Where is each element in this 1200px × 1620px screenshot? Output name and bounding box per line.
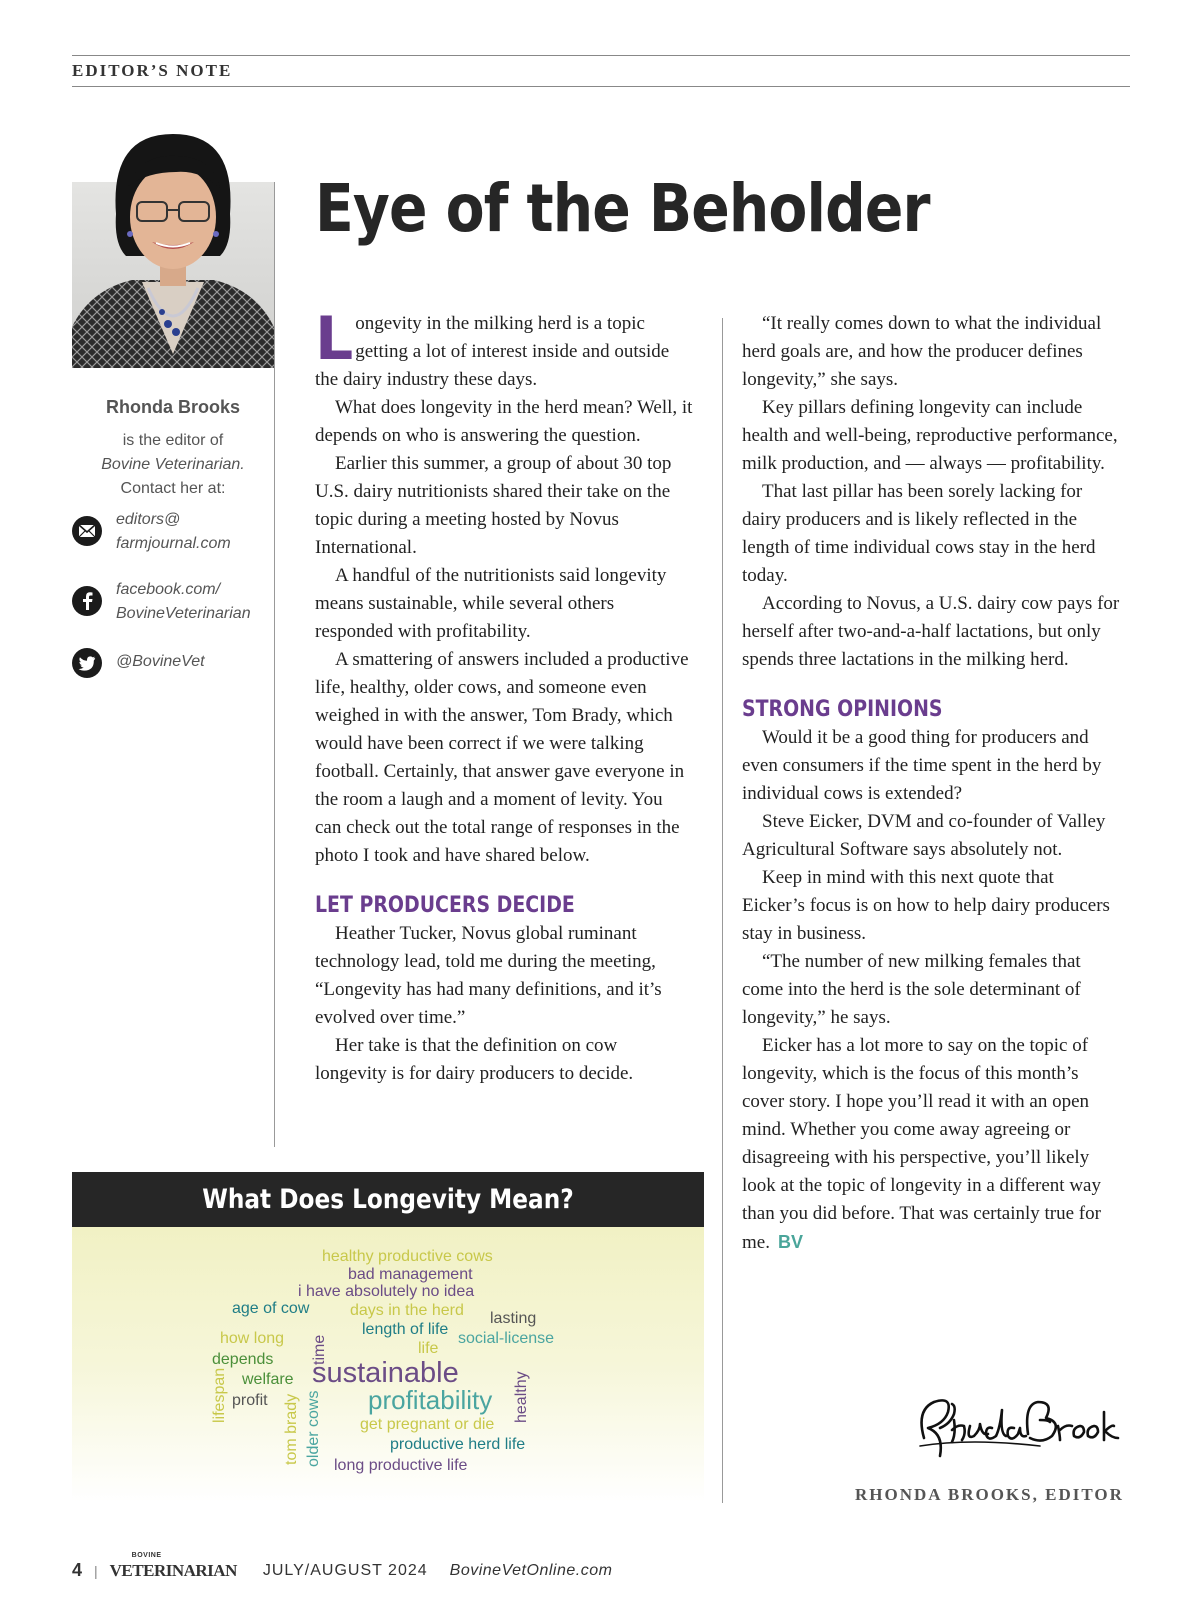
article-column-2 [742,310,1120,1257]
contact-prompt: Contact her at: [120,480,226,497]
cloud-word: long productive life [334,1457,468,1474]
cloud-word: age of cow [232,1300,310,1317]
twitter-handle: @BovineVet [116,653,205,670]
paragraph: Key pillars defining longevity can include health and well-being, reproductive performance, milk production, and — always — profitability. [742,397,1118,474]
publication-logo [109,1551,237,1581]
issue-date: JULY/AUGUST 2024 [262,1561,428,1579]
paragraph: Steve Eicker, DVM and co-founder of Valley Agricultural Software says absolutely not. [742,811,1106,860]
email-line-1: editors@ [116,511,181,528]
contact-facebook[interactable] [72,578,282,628]
publication-name: Bovine Veterinarian. [101,456,245,473]
paragraph: “It really comes down to what the individual herd goals are, and how the producer defines longevity,” she says. [742,313,1102,390]
cloud-word: tom brady [283,1393,300,1465]
contact-twitter[interactable] [72,648,282,688]
paragraph: Her take is that the definition on cow longevity is for dairy producers to decide. [315,1035,634,1084]
cloud-word: i have absolutely no idea [298,1283,475,1300]
page-footer [72,1551,613,1581]
article-title: Eye of the Beholder [315,170,930,247]
cloud-word: social-license [458,1330,555,1347]
twitter-bird-icon [72,648,102,678]
paragraph: Keep in mind with this next quote that Eicker’s focus is on how to help dairy producers stay in business. [742,867,1110,944]
header-rule-bottom [72,86,1130,87]
signature-caption: RHONDA BROOKS, EDITOR [855,1485,1124,1504]
section-label: EDITOR’S NOTE [72,61,233,80]
word-cloud-header [72,1172,704,1227]
word-cloud-figure [72,1172,704,1502]
facebook-line-1: facebook.com/ [116,581,221,598]
end-mark: BV [777,1232,803,1252]
author-description [72,429,274,501]
facebook-line-2: BovineVeterinarian [116,605,251,622]
paragraph: Heather Tucker, Novus global ruminant technology lead, told me during the meeting, “Longevity has had many definitions, and it’s evolved over time.” [315,923,662,1028]
cloud-word: how long [220,1330,285,1347]
envelope-icon [72,516,102,546]
cloud-word: days in the herd [350,1302,464,1319]
subhead-strong-opinions: STRONG OPINIONS [742,697,943,722]
website-link[interactable]: BovineVetOnline.com [449,1561,613,1579]
header-rule-top [72,55,1130,56]
cloud-word: older cows [305,1390,322,1467]
cloud-word: welfare [242,1371,294,1388]
article-column-1 [315,304,693,1088]
paragraph: A smattering of answers included a productive life, healthy, older cows, and someone even weighed in with the answer, Tom Brady, which would have been correct if we were talking football. Certainly, that answer gave everyone in the room a laugh and a moment of levity. You can check out the total range of responses in the photo I took and have shared below. [315,649,689,866]
cloud-word: healthy productive cows [322,1248,493,1265]
cloud-word: bad management [348,1266,473,1283]
cloud-word: lifespan [211,1367,228,1423]
paragraph: “The number of new milking females that come into the herd is the sole determinant of longevity,” he says. [742,951,1081,1028]
author-photo [72,122,274,368]
cloud-word: length of life [362,1321,449,1338]
author-role: is the editor of [122,432,224,449]
footer-separator: | [94,1562,98,1579]
paragraph: Eicker has a lot more to say on the topic of longevity, which is the focus of this month’s cover story. I hope you’ll read it with an open mind. Whether you come away agreeing or disagreeing with his perspective, you’ll likely look at the topic of longevity in a different way than you did before. That was certainly true for me. BV [742,1035,1101,1253]
cloud-word: healthy [513,1371,530,1423]
column-divider [722,318,723,1503]
cloud-word: productive herd life [390,1436,526,1453]
logo-text: VETERINARIAN [109,1560,237,1580]
editor-signature [910,1390,1120,1467]
paragraph: According to Novus, a U.S. dairy cow pays for herself after two-and-a-half lactations, but only spends three lactations in the milking herd. [742,593,1120,670]
paragraph: Longevity in the milking herd is a topic getting a lot of interest inside and outside the dairy industry these days. [315,304,670,390]
paragraph: Would it be a good thing for producers and even consumers if the time spent in the herd by individual cows is extended? [742,727,1102,804]
page-number: 4 [72,1560,83,1580]
cloud-word: lasting [490,1310,537,1327]
word-cloud [72,1227,704,1502]
cloud-word: sustainable [312,1357,459,1389]
cloud-word: life [418,1340,439,1357]
email-line-2: farmjournal.com [116,535,231,552]
logo-small-text: BOVINE [131,1551,162,1559]
contact-email[interactable] [72,508,282,558]
paragraph: What does longevity in the herd mean? Well, it depends on who is answering the question. [315,397,693,446]
word-cloud-title: What Does Longevity Mean? [202,1184,574,1215]
subhead-let-producers-decide: LET PRODUCERS DECIDE [315,893,575,918]
author-name: Rhonda Brooks [105,397,240,417]
paragraph: Earlier this summer, a group of about 30 top U.S. dairy nutritionists shared their take on the topic during a meeting hosted by Novus International. [315,453,672,558]
cloud-word: get pregnant or die [360,1416,495,1433]
facebook-icon [72,586,102,616]
cloud-word: profit [232,1392,268,1409]
paragraph: A handful of the nutritionists said longevity means sustainable, while several others responded with profitability. [315,565,667,642]
cloud-word: profitability [368,1385,493,1415]
cloud-word: time [311,1334,328,1365]
cloud-word: depends [212,1351,274,1368]
drop-cap: L [315,304,354,374]
paragraph: That last pillar has been sorely lacking for dairy producers and is likely reflected in the length of time individual cows stay in the herd today. [742,481,1096,586]
